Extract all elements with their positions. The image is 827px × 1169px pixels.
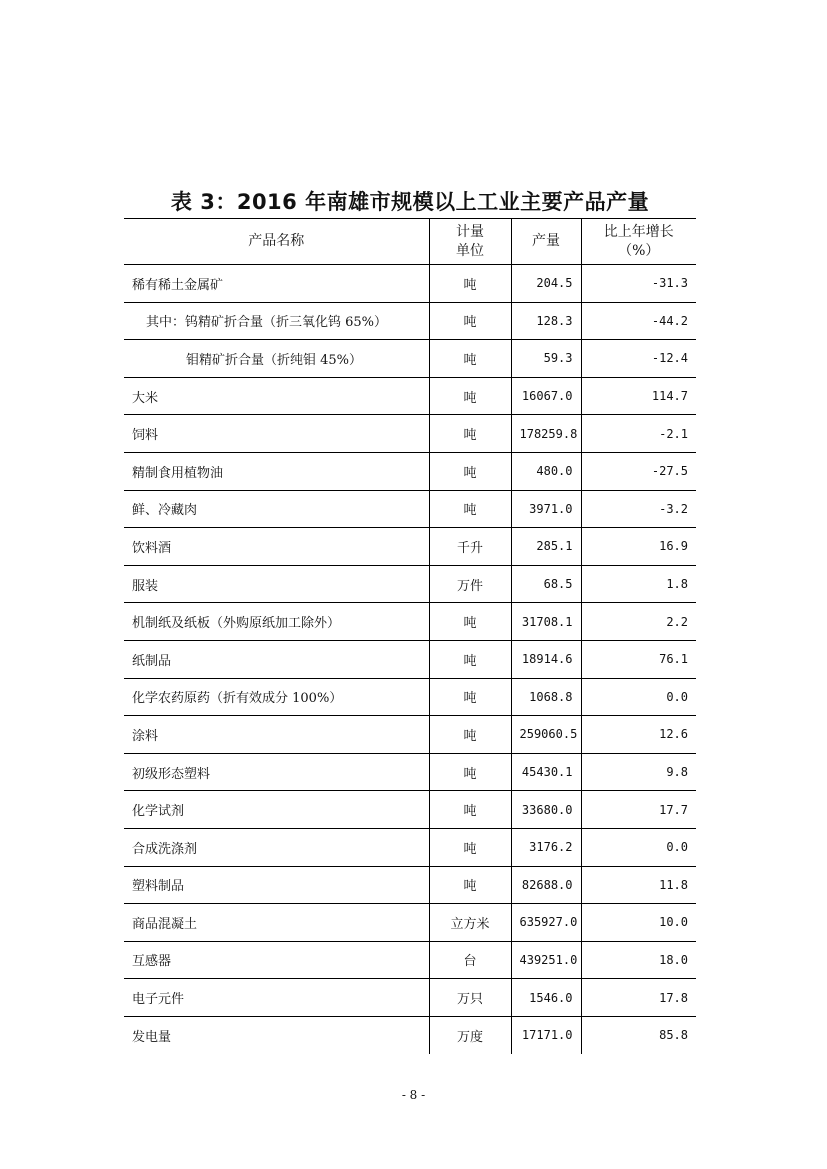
unit-cell: 万度	[429, 1016, 511, 1054]
table-row	[124, 828, 696, 866]
table-row	[124, 791, 696, 829]
table-row	[124, 866, 696, 904]
output-cell: 31708.1	[511, 603, 581, 641]
output-cell: 439251.0	[511, 941, 581, 979]
table-row	[124, 753, 696, 791]
product-name-cell: 钼精矿折合量（折纯钼 45%）	[124, 340, 429, 378]
unit-cell: 万只	[429, 979, 511, 1017]
growth-cell: 10.0	[581, 904, 696, 942]
unit-cell: 吨	[429, 452, 511, 490]
output-cell: 204.5	[511, 265, 581, 303]
table-row	[124, 979, 696, 1017]
unit-cell: 吨	[429, 377, 511, 415]
product-name-cell: 其中：钨精矿折合量（折三氧化钨 65%）	[124, 302, 429, 340]
table-title: 表 3：2016 年南雄市规模以上工业主要产品产量	[170, 190, 650, 214]
header-growth: 比上年增长 （%）	[581, 219, 696, 265]
header-product-name: 产品名称	[124, 219, 429, 265]
output-cell: 16067.0	[511, 377, 581, 415]
product-name-cell: 稀有稀土金属矿	[124, 265, 429, 303]
unit-cell: 台	[429, 941, 511, 979]
unit-cell: 吨	[429, 265, 511, 303]
output-cell: 259060.5	[511, 716, 581, 754]
growth-cell: -3.2	[581, 490, 696, 528]
product-name-cell: 服装	[124, 565, 429, 603]
product-name-cell: 纸制品	[124, 640, 429, 678]
growth-cell: 9.8	[581, 753, 696, 791]
table-row	[124, 941, 696, 979]
unit-cell: 吨	[429, 415, 511, 453]
table-row	[124, 603, 696, 641]
output-cell: 178259.8	[511, 415, 581, 453]
unit-cell: 吨	[429, 716, 511, 754]
unit-cell: 千升	[429, 528, 511, 566]
growth-cell: 0.0	[581, 678, 696, 716]
growth-cell: -31.3	[581, 265, 696, 303]
growth-cell: 17.8	[581, 979, 696, 1017]
product-name-cell: 大米	[124, 377, 429, 415]
product-name-cell: 电子元件	[124, 979, 429, 1017]
product-name-cell: 精制食用植物油	[124, 452, 429, 490]
output-cell: 33680.0	[511, 791, 581, 829]
product-name-cell: 饲料	[124, 415, 429, 453]
growth-cell: 12.6	[581, 716, 696, 754]
output-cell: 285.1	[511, 528, 581, 566]
product-name-cell: 初级形态塑料	[124, 753, 429, 791]
product-name-cell: 商品混凝土	[124, 904, 429, 942]
unit-cell: 吨	[429, 340, 511, 378]
output-cell: 1068.8	[511, 678, 581, 716]
product-name-cell: 鲜、冷藏肉	[124, 490, 429, 528]
output-cell: 17171.0	[511, 1016, 581, 1054]
product-name-cell: 化学农药原药（折有效成分 100%）	[124, 678, 429, 716]
table-row	[124, 565, 696, 603]
table-row	[124, 452, 696, 490]
unit-cell: 吨	[429, 866, 511, 904]
growth-cell: -12.4	[581, 340, 696, 378]
table-row	[124, 904, 696, 942]
growth-cell: 1.8	[581, 565, 696, 603]
growth-cell: -44.2	[581, 302, 696, 340]
growth-cell: 2.2	[581, 603, 696, 641]
unit-cell: 万件	[429, 565, 511, 603]
table-row	[124, 415, 696, 453]
table-row	[124, 716, 696, 754]
unit-cell: 吨	[429, 603, 511, 641]
output-cell: 68.5	[511, 565, 581, 603]
product-name-cell: 饮料酒	[124, 528, 429, 566]
page-number: - 8 -	[401, 1088, 426, 1102]
output-cell: 59.3	[511, 340, 581, 378]
table-row	[124, 490, 696, 528]
output-cell: 18914.6	[511, 640, 581, 678]
growth-cell: 17.7	[581, 791, 696, 829]
output-cell: 128.3	[511, 302, 581, 340]
output-cell: 3971.0	[511, 490, 581, 528]
table-row	[124, 302, 696, 340]
product-name-cell: 涂料	[124, 716, 429, 754]
unit-cell: 吨	[429, 302, 511, 340]
output-cell: 480.0	[511, 452, 581, 490]
unit-cell: 吨	[429, 678, 511, 716]
table-row	[124, 678, 696, 716]
output-cell: 82688.0	[511, 866, 581, 904]
growth-cell: 85.8	[659, 1028, 688, 1043]
table-row	[124, 640, 696, 678]
product-name-cell: 化学试剂	[124, 791, 429, 829]
unit-cell: 吨	[429, 791, 511, 829]
header-output: 产量	[511, 219, 581, 265]
growth-cell: 11.8	[581, 866, 696, 904]
product-name-cell: 塑料制品	[124, 866, 429, 904]
product-name-cell: 发电量	[132, 1029, 172, 1045]
output-cell: 1546.0	[511, 979, 581, 1017]
unit-cell: 立方米	[429, 904, 511, 942]
product-name-cell: 合成洗涤剂	[124, 828, 429, 866]
table-row	[124, 340, 696, 378]
growth-cell: 16.9	[581, 528, 696, 566]
product-name-cell: 互感器	[124, 941, 429, 979]
growth-cell: 0.0	[581, 828, 696, 866]
output-cell: 45430.1	[511, 753, 581, 791]
output-cell: 3176.2	[511, 828, 581, 866]
product-output-table	[124, 218, 696, 1054]
product-name-cell: 机制纸及纸板（外购原纸加工除外）	[124, 603, 429, 641]
growth-cell: 114.7	[581, 377, 696, 415]
table-row	[124, 377, 696, 415]
unit-cell: 吨	[429, 828, 511, 866]
growth-cell: -27.5	[581, 452, 696, 490]
unit-cell: 吨	[429, 490, 511, 528]
unit-cell: 吨	[429, 753, 511, 791]
table-row	[124, 1016, 696, 1054]
growth-cell: -2.1	[581, 415, 696, 453]
growth-cell: 76.1	[581, 640, 696, 678]
table-row	[124, 528, 696, 566]
unit-cell: 吨	[429, 640, 511, 678]
table-header-row	[124, 219, 696, 265]
growth-cell: 18.0	[581, 941, 696, 979]
output-cell: 635927.0	[511, 904, 581, 942]
header-unit: 计量 单位	[429, 219, 511, 265]
table-row	[124, 265, 696, 303]
